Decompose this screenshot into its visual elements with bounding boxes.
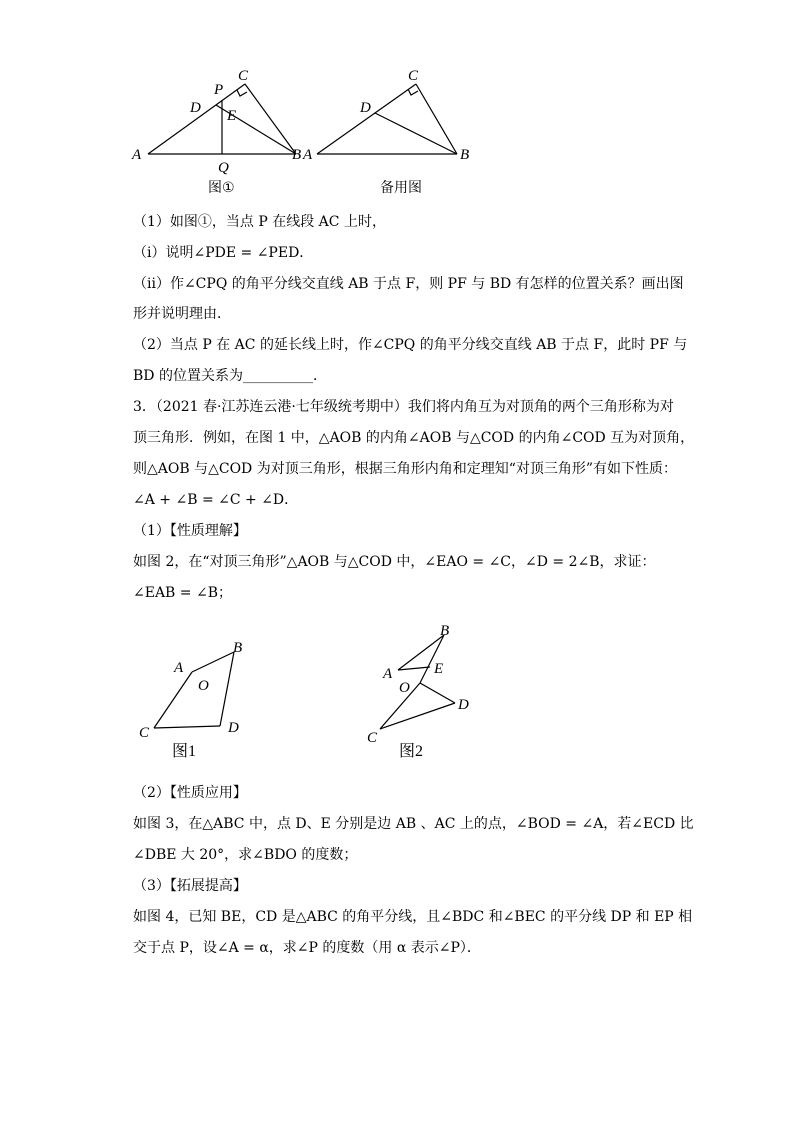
figure-spare-triangle bbox=[295, 62, 495, 202]
label-P: P bbox=[214, 82, 224, 98]
caption-fig-1: 图1 bbox=[172, 743, 197, 760]
p3-sec3-text-1: 如图 4，已知 BE，CD 是△ABC 的角平分线，且∠BDC 和∠BEC 的平分线 DP 和 EP 相 bbox=[133, 909, 693, 925]
label-O: O bbox=[198, 678, 209, 694]
p3-sec3-text-2: 交于点 P，设∠A = α，求∠P 的度数（用 α 表示∠P）． bbox=[133, 940, 481, 956]
p3-sec2-text-2: ∠DBE 大 20°，求∠BDO 的度数； bbox=[133, 847, 358, 863]
p2-part1-ii-b: 形并说明理由． bbox=[133, 306, 231, 322]
label-E: E bbox=[434, 661, 444, 677]
figure-p3-1 bbox=[130, 630, 270, 765]
label-C: C bbox=[238, 68, 249, 84]
label-B: B bbox=[440, 623, 450, 639]
caption-fig-2: 图2 bbox=[399, 743, 424, 760]
p3-sec1-text-1: 如图 2，在“对顶三角形”△AOB 与△COD 中，∠EAO = ∠C，∠D = 2∠B，求证： bbox=[133, 554, 656, 570]
caption-spare: 备用图 bbox=[380, 180, 422, 196]
label-A: A bbox=[174, 660, 184, 676]
p3-sec2-title: （2）【性质应用】 bbox=[133, 785, 247, 801]
p3-sec1-title: （1）【性质理解】 bbox=[133, 523, 247, 539]
label-B: B bbox=[292, 147, 302, 163]
label-C: C bbox=[139, 725, 150, 741]
label-C: C bbox=[367, 730, 378, 746]
p2-part1-i: （i）说明∠PDE = ∠PED． bbox=[133, 245, 314, 261]
p2-part1-ii-a: （ii）作∠CPQ 的角平分线交直线 AB 于点 F，则 PF 与 BD 有怎样的位置关系？画出图 bbox=[133, 276, 684, 292]
p3-intro-4: ∠A + ∠B = ∠C + ∠D． bbox=[133, 492, 299, 508]
label-A: A bbox=[303, 147, 313, 163]
figure-p3-2 bbox=[360, 615, 520, 765]
p3-sec2-text-1: 如图 3，在△ABC 中，点 D、E 分别是边 AB 、AC 上的点，∠BOD = ∠A，若∠ECD 比 bbox=[133, 816, 694, 832]
label-D: D bbox=[228, 720, 239, 736]
p2-part1-intro: （1）如图①，当点 P 在线段 AC 上时， bbox=[133, 214, 386, 230]
p2-part2-b: BD 的位置关系为__________． bbox=[133, 368, 327, 384]
p3-intro-3: 则△AOB 与△COD 为对顶三角形，根据三角形内角和定理知“对顶三角形”有如下性质： bbox=[133, 461, 678, 477]
label-B: B bbox=[233, 640, 243, 656]
label-B: B bbox=[460, 147, 470, 163]
label-D: D bbox=[458, 697, 469, 713]
p3-sec3-title: （3）【拓展提高】 bbox=[133, 878, 247, 894]
label-A: A bbox=[383, 666, 393, 682]
p3-intro-2: 顶三角形．例如，在图 1 中，△AOB 的内角∠AOB 与△COD 的内角∠COD 互为对顶角， bbox=[133, 430, 695, 446]
label-O: O bbox=[399, 680, 410, 696]
label-D: D bbox=[190, 100, 201, 116]
label-A: A bbox=[132, 147, 142, 163]
p3-intro-1: 3．（2021 春·江苏连云港·七年级统考期中）我们将内角互为对顶角的两个三角形称为对 bbox=[133, 399, 674, 415]
label-Q: Q bbox=[218, 160, 229, 176]
caption-fig1: 图① bbox=[208, 180, 235, 196]
label-D: D bbox=[360, 100, 371, 116]
p3-sec1-text-2: ∠EAB = ∠B； bbox=[133, 585, 232, 601]
label-C: C bbox=[408, 68, 419, 84]
label-E: E bbox=[227, 108, 237, 124]
p2-part2-a: （2）当点 P 在 AC 的延长线上时，作∠CPQ 的角平分线交直线 AB 于点 F，此时 PF 与 bbox=[133, 337, 688, 353]
